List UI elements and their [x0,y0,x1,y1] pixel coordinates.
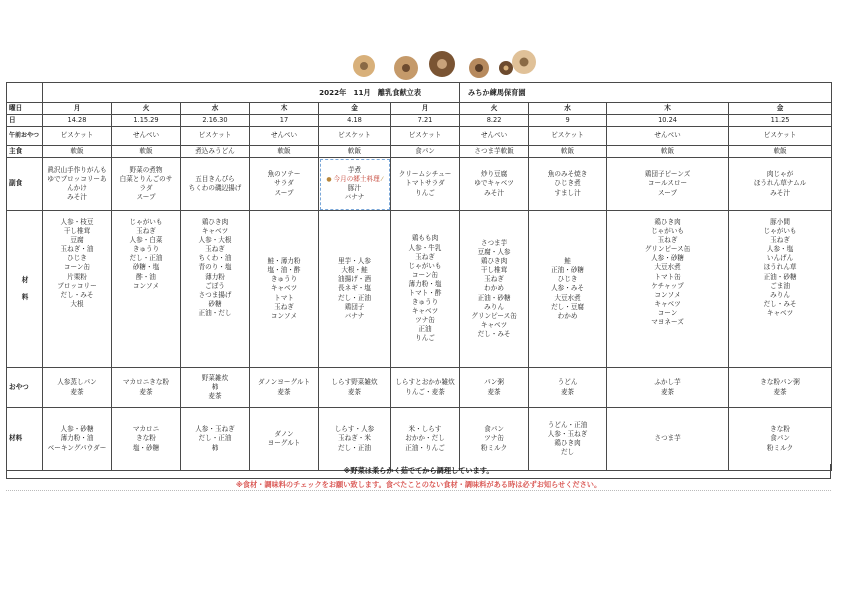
row-label-materials [7,211,43,368]
side-dish-cell [181,158,250,211]
materials-cell-line: グリンピース缶 [644,245,691,254]
flower-icon [394,56,418,80]
flower-icon [512,50,536,74]
materials-cell-line: じゃがいも [763,227,797,236]
materials-cell-line: キャベツ [766,308,794,317]
materials-cell-line: きゅうり [270,275,298,284]
staple-cell: 軟飯 [607,146,729,158]
snack-materials-cell-line: ベーキングパウダー [47,443,107,452]
am-snack-cell: ビスケット [319,127,391,146]
materials-cell-line: 正油・砂糖 [477,293,511,302]
materials-cell-line: だし・みそ [60,290,94,299]
snack-cell-line: マカロニきな粉 [122,378,170,387]
snack-cell-line: うどん [557,378,578,387]
side-dish-cell-line: みそ汁 [770,188,790,197]
materials-cell-line: 正油・砂糖 [763,272,797,281]
staple-cell: 軟飯 [43,146,112,158]
materials-cell-line: トマト・酢 [408,289,442,297]
materials-cell-line: 干し椎茸 [63,227,91,236]
snack-materials-cell-line: 塩・砂糖 [132,443,160,452]
title-blank [7,83,43,103]
staple-cell: 軟飯 [112,146,181,158]
side-dish-cell-line: サラダ [274,179,294,188]
materials-cell-line: 塩・油・酢 [267,266,301,275]
snack-materials-cell-line: しらす・人参 [334,425,375,434]
side-dish-cell [250,158,319,211]
snack-materials-cell-line: きな粉 [136,434,156,443]
snack-cell-line: 麦茶 [660,387,675,396]
side-dish-cell-line: トマトサラダ [405,179,445,188]
local-dish-text: 今月の郷土料理 [333,174,380,183]
materials-cell-line: 薄力粉 [205,272,225,281]
materials-cell-line: 正油・だし [198,308,232,317]
weekday-cell: 月 [43,103,112,115]
materials-cell-line: ごま油 [770,281,790,290]
materials-cell-line: 人参・大根 [198,236,232,245]
snack-materials-cell-line: 粉ミルク [480,443,508,452]
snack-materials-cell-line: ダノン [274,429,294,438]
materials-cell-line: コンソメ [654,290,681,299]
materials-cell-line: コーン [657,308,678,317]
side-dish-cell-line: ラダ [139,184,153,192]
snack-cell [729,368,832,408]
allergy-note: ※食材・調味料のチェックをお願い致します。食べたことのない食材・調味料がある時は必ずお知らせください。 [6,479,831,491]
materials-cell [529,211,607,368]
materials-cell-line: 豚小間 [770,218,790,226]
date-cell: 4.18 [319,115,391,127]
materials-cell-line: だし・みそ [477,329,511,338]
side-dish-cell [112,158,181,211]
side-dish-cell-line: スープ [274,188,294,197]
am-snack-cell: せんべい [250,127,319,146]
snack-cell [460,368,529,408]
rice-ball-icon: ● [326,175,334,183]
row-label-date: 日 [7,115,43,127]
weekday-cell: 金 [319,103,391,115]
materials-cell-line: さつま芋 [480,238,508,247]
row-label-snack: おやつ [7,368,43,408]
materials-cell-line: わかめ [484,284,504,293]
materials-cell-line: 片栗粉 [67,272,87,281]
materials-cell-line: 里芋・人参 [338,257,371,266]
snack-cell-line: 麦茶 [560,387,575,396]
materials-cell-line: だし・豆腐 [551,302,585,311]
flower-icon [469,58,489,78]
snack-materials-cell-line: きな粉 [770,425,790,434]
side-dish-cell-line: 五目きんぴら [195,174,235,183]
snack-cell-line: 麦茶 [208,392,222,401]
materials-cell-line: コーン缶 [63,263,91,272]
materials-cell-line: わかめ [557,311,578,320]
side-dish-cell-line: ゆでブロッコリーあ [47,174,107,183]
materials-cell-line: ブロッコリー [57,281,97,290]
materials-cell-line: 人参・枝豆 [60,218,94,226]
side-dish-cell-line: ちくわの磯辺揚げ [188,184,242,192]
materials-cell [460,211,529,368]
row-label-materials2: 材料 [7,408,43,471]
staple-cell: 軟飯 [250,146,319,158]
materials-cell-line: 酢・油 [136,272,156,281]
side-dish-cell-line: ゆでキャベツ [474,179,514,188]
snack-materials-cell [319,408,391,471]
snack-materials-cell [43,408,112,471]
materials-cell-line: 人参・白菜 [129,236,163,245]
snack-materials-cell-line: 食パン [484,425,504,434]
side-dish-cell [460,158,529,211]
side-dish-cell-line: 鶏団子ピーンズ [644,170,691,179]
materials-cell-line: 玉ねぎ [770,236,790,245]
am-snack-cell: ビスケット [181,127,250,146]
materials-cell-line: 玉ねぎ [136,227,156,236]
snack-cell-line: 麦茶 [487,387,501,396]
date-cell: 17 [250,115,319,127]
snack-materials-cell-line: さつま芋 [654,434,681,443]
flower-icon [429,51,455,77]
side-dish-cell [729,158,832,211]
weekday-cell: 火 [460,103,529,115]
materials-cell-line: 玉ねぎ・油 [60,245,94,254]
materials-cell-line: ごぼう [205,281,225,290]
side-dish-cell-line: コールスロー [647,179,688,188]
materials-cell-line: みりん [770,290,790,299]
snack-cell-line: 柿 [211,382,219,391]
materials-cell [43,211,112,368]
materials-cell-line: じゃがいも [408,261,442,270]
snack-cell [112,368,181,408]
side-dish-cell-line: 芋煮 [347,165,362,174]
side-dish-cell-line: すまし汁 [554,188,581,197]
side-dish-cell [529,158,607,211]
materials-cell-line: 人参・みそ [551,284,585,293]
side-dish-cell-line: りんご [415,188,435,197]
menu-table [6,82,832,471]
snack-cell [319,368,391,408]
snack-materials-cell-line: 米・しらす [408,425,442,434]
materials-cell-line: ケチャップ [651,281,684,290]
menu-title: 2022年 11月 離乳食献立表 [43,83,460,103]
date-cell: 2.16.30 [181,115,250,127]
date-cell: 8.22 [460,115,529,127]
materials-cell-line: 鶏ひき肉 [201,218,229,226]
materials-cell-line: 薄力粉・塩 [408,279,442,288]
materials-cell-line: じゃがいも [129,218,163,226]
materials-cell-line: マヨネーズ [651,318,684,327]
am-snack-cell: ビスケット [391,127,460,146]
row-label-yobi: 曜日 [7,103,43,115]
materials-cell-line: りんご [415,334,435,343]
snack-cell-line: 麦茶 [347,387,362,396]
materials-cell-line: 鶏もも肉 [411,234,439,243]
materials-cell [319,211,391,368]
staple-cell: 軟飯 [319,146,391,158]
side-dish-cell-line: んかけ [67,184,87,192]
row-label-staple: 主食 [7,146,43,158]
weekday-cell: 火 [112,103,181,115]
side-dish-cell-line: 白菜とりんごのサ [119,174,173,183]
am-snack-cell: ビスケット [729,127,832,146]
side-dish-cell-line: 炒り豆腐 [480,170,508,179]
snack-cell-line: 野菜雑炊 [201,373,229,382]
materials-cell-line: キャベツ [201,227,229,236]
am-snack-cell: ビスケット [43,127,112,146]
side-dish-cell-line: 魚のソテー [267,170,301,179]
materials-cell-line: 玉ねぎ [415,252,435,261]
snack-materials-cell-line: うどん・正油 [547,420,588,429]
snack-materials-cell [729,408,832,471]
materials-cell [181,211,250,368]
side-dish-cell [319,158,391,211]
side-dish-cell-line: ほうれん草ナムル [753,179,807,188]
snack-cell [250,368,319,408]
snack-materials-cell-line: ヨーグルト [267,439,301,447]
weekday-cell: 水 [181,103,250,115]
materials-cell [607,211,729,368]
materials-cell-line: バナナ [344,311,365,320]
snack-cell-line: 麦茶 [139,387,153,396]
vegetable-note: ※野菜は柔らかく茹でてから調理しています。 [6,464,831,479]
materials-cell-line: 砂糖 [208,299,222,308]
materials-cell-line: 玉ねぎ [205,245,225,254]
side-dish-cell-line: 肉じゃが [766,170,794,179]
materials-cell-line: 大根・鮭 [341,266,368,275]
side-dish-cell-line: みそ汁 [67,193,87,202]
snack-materials-cell-line: ツナ缶 [484,434,504,443]
materials-cell-line: 豆腐 [70,236,84,245]
snack-cell-line: きな粉パン粥 [760,378,800,387]
side-dish-cell-line: 豚汁 [347,184,362,193]
materials-cell-line: だし・みそ [763,299,797,308]
flower-icon [353,55,375,77]
materials-cell-line: きゅうり [132,245,160,254]
snack-materials-cell-line: 人参・玉ねぎ [547,429,588,438]
local-dish-label [320,175,389,184]
snack-materials-cell-line: 人参・砂糖 [60,425,94,434]
side-dish-cell-line: みそ汁 [484,188,504,197]
snack-cell-line: 麦茶 [773,387,787,396]
snack-cell-line: 人参蒸しパン [57,378,97,387]
date-cell: 1.15.29 [112,115,181,127]
row-label-materials-1: 材 [21,275,29,284]
materials-cell-line: ツナ缶 [415,316,435,325]
side-dish-cell [607,158,729,211]
materials-cell-line: ひじき [557,275,578,284]
date-cell: 10.24 [607,115,729,127]
snack-cell-line: 麦茶 [70,387,84,396]
materials-cell [729,211,832,368]
staple-cell: 煮込みうどん [181,146,250,158]
snack-materials-cell-line: マカロニ [132,425,160,434]
side-dish-cell [43,158,112,211]
materials-cell-line: 長ネギ・塩 [338,284,371,293]
weekday-cell: 木 [250,103,319,115]
materials-cell-line: だし・正油 [129,254,163,263]
snack-cell [607,368,729,408]
materials-cell-line: ひじき [67,254,87,263]
am-snack-cell: せんべい [607,127,729,146]
side-dish-cell-line: ひじき煮 [554,179,581,188]
row-label-am-snack: 午前おやつ [7,127,43,146]
nursery-name: みちか練馬保育園 [460,83,832,103]
side-dish-cell-line: バナナ [344,193,365,202]
materials-cell-line: 玉ねぎ [484,275,504,284]
materials-cell-line: コーン缶 [411,270,439,279]
snack-cell [529,368,607,408]
materials-cell-line: 玉ねぎ [657,236,678,245]
materials-cell [391,211,460,368]
snack-materials-cell [391,408,460,471]
weekday-cell: 金 [729,103,832,115]
materials-cell-line: 鮭・薄力粉 [267,257,301,266]
weekday-cell: 水 [529,103,607,115]
materials-cell-line: 大根 [70,299,84,308]
weekday-cell: 月 [391,103,460,115]
date-cell: 14.28 [43,115,112,127]
staple-cell: さつま芋軟飯 [460,146,529,158]
snack-materials-cell-line: 粉ミルク [766,443,794,452]
materials-cell-line: きゅうり [411,298,439,307]
side-dish-cell [391,158,460,211]
staple-cell: 軟飯 [529,146,607,158]
materials-cell-line: コンソメ [270,311,298,320]
snack-materials-cell-line: 玉ねぎ・米 [338,434,371,443]
snack-materials-cell-line: だし・正油 [338,443,371,452]
materials-cell-line: トマト缶 [654,272,681,281]
materials-cell-line: さつま揚げ [198,290,232,299]
materials-cell [250,211,319,368]
side-dish-cell-line: 眞沢山手作りがんも [47,165,107,174]
materials-cell-line: 砂糖・塩 [132,263,160,272]
am-snack-cell: ビスケット [529,127,607,146]
am-snack-cell: せんべい [112,127,181,146]
snack-cell-line: 麦茶 [277,387,291,396]
snack-materials-cell-line: 人参・玉ねぎ [195,425,235,434]
staple-cell: 軟飯 [729,146,832,158]
materials-cell-line: みりん [484,302,504,311]
flower-decoration [318,44,538,82]
snack-materials-cell-line: だし・正油 [198,434,232,443]
materials-cell-line: トマト [274,293,294,302]
materials-cell-line: 大豆水煮 [654,263,681,272]
snack-materials-cell-line: 正油・りんご [405,443,445,452]
snack-cell-line: しらすとおかか雑炊 [395,378,455,387]
date-cell: 11.25 [729,115,832,127]
snack-materials-cell [607,408,729,471]
materials-cell-line: だし・正油 [338,293,371,302]
materials-cell-line: 鶏団子 [344,302,365,311]
snack-materials-cell [181,408,250,471]
snack-materials-cell-line: だし [560,448,575,457]
materials-cell-line: ちくわ・油 [198,254,232,263]
materials-cell-line: 鶏ひき肉 [480,257,508,266]
materials-cell-line: キャベツ [654,299,681,308]
snack-materials-cell-line: 柿 [211,443,219,452]
weekday-cell: 木 [607,103,729,115]
materials-cell-line: 豆腐・人参 [477,248,511,257]
materials-cell-line: 人参・牛乳 [408,243,442,252]
materials-cell-line: いんげん [766,254,794,263]
snack-cell [181,368,250,408]
notes [6,464,831,491]
side-dish-cell-line: スープ [136,193,156,202]
date-cell: 9 [529,115,607,127]
materials-cell-line: 鶏ひき肉 [654,218,681,226]
materials-cell-line: コンソメ [132,281,160,290]
snack-materials-cell [112,408,181,471]
snack-materials-cell-line: 食パン [770,434,790,443]
am-snack-cell: せんべい [460,127,529,146]
materials-cell [112,211,181,368]
materials-cell-line: 正油 [418,325,432,334]
flower-icon [499,61,513,75]
materials-cell-line: 人参・塩 [766,245,794,254]
snack-cell-line: ふかし芋 [654,378,681,387]
staple-cell: 食パン [391,146,460,158]
date-cell: 7.21 [391,115,460,127]
materials-cell-line: キャベツ [411,307,439,316]
chopsticks-icon: ⁄ [379,175,383,183]
materials-cell-line: 油揚げ・酒 [338,275,371,284]
side-dish-cell-line: 野菜の煮物 [129,165,163,174]
row-label-materials-2: 料 [21,293,29,301]
snack-cell [43,368,112,408]
materials-cell-line: ほうれん草 [763,263,797,272]
materials-cell-line: じゃがいも [651,227,685,236]
side-dish-cell-line: クリームシチュー [398,170,452,179]
snack-materials-cell [250,408,319,471]
snack-cell-line: しらす野菜雑炊 [331,378,378,387]
snack-materials-cell-line: おかか・だし [405,434,445,443]
side-dish-cell-line: 魚のみそ焼き [547,170,588,179]
materials-cell-line: 青のり・塩 [198,263,232,272]
snack-materials-cell-line: 鶏ひき肉 [554,439,581,447]
row-label-side: 副食 [7,158,43,211]
snack-materials-cell [460,408,529,471]
snack-cell-line: ダノンヨーグルト [257,378,311,387]
materials-cell-line: 人参・砂糖 [651,254,685,263]
side-dish-cell-line: スープ [657,188,678,197]
materials-cell-line: 大豆水煮 [554,293,581,302]
snack-materials-cell-line: 薄力粉・油 [60,434,94,443]
materials-cell-line: 鮭 [564,257,571,266]
materials-cell-line: 玉ねぎ [274,302,294,311]
materials-cell-line: 干し椎茸 [480,266,508,275]
snack-cell-line: りんご・麦茶 [405,387,445,396]
materials-cell-line: キャベツ [270,284,298,293]
snack-cell [391,368,460,408]
materials-cell-line: グリンピース缶 [471,311,517,320]
materials-cell-line: 正油・砂糖 [551,266,585,275]
snack-cell-line: パン粥 [484,378,504,387]
materials-cell-line: キャベツ [480,320,508,329]
snack-materials-cell [529,408,607,471]
